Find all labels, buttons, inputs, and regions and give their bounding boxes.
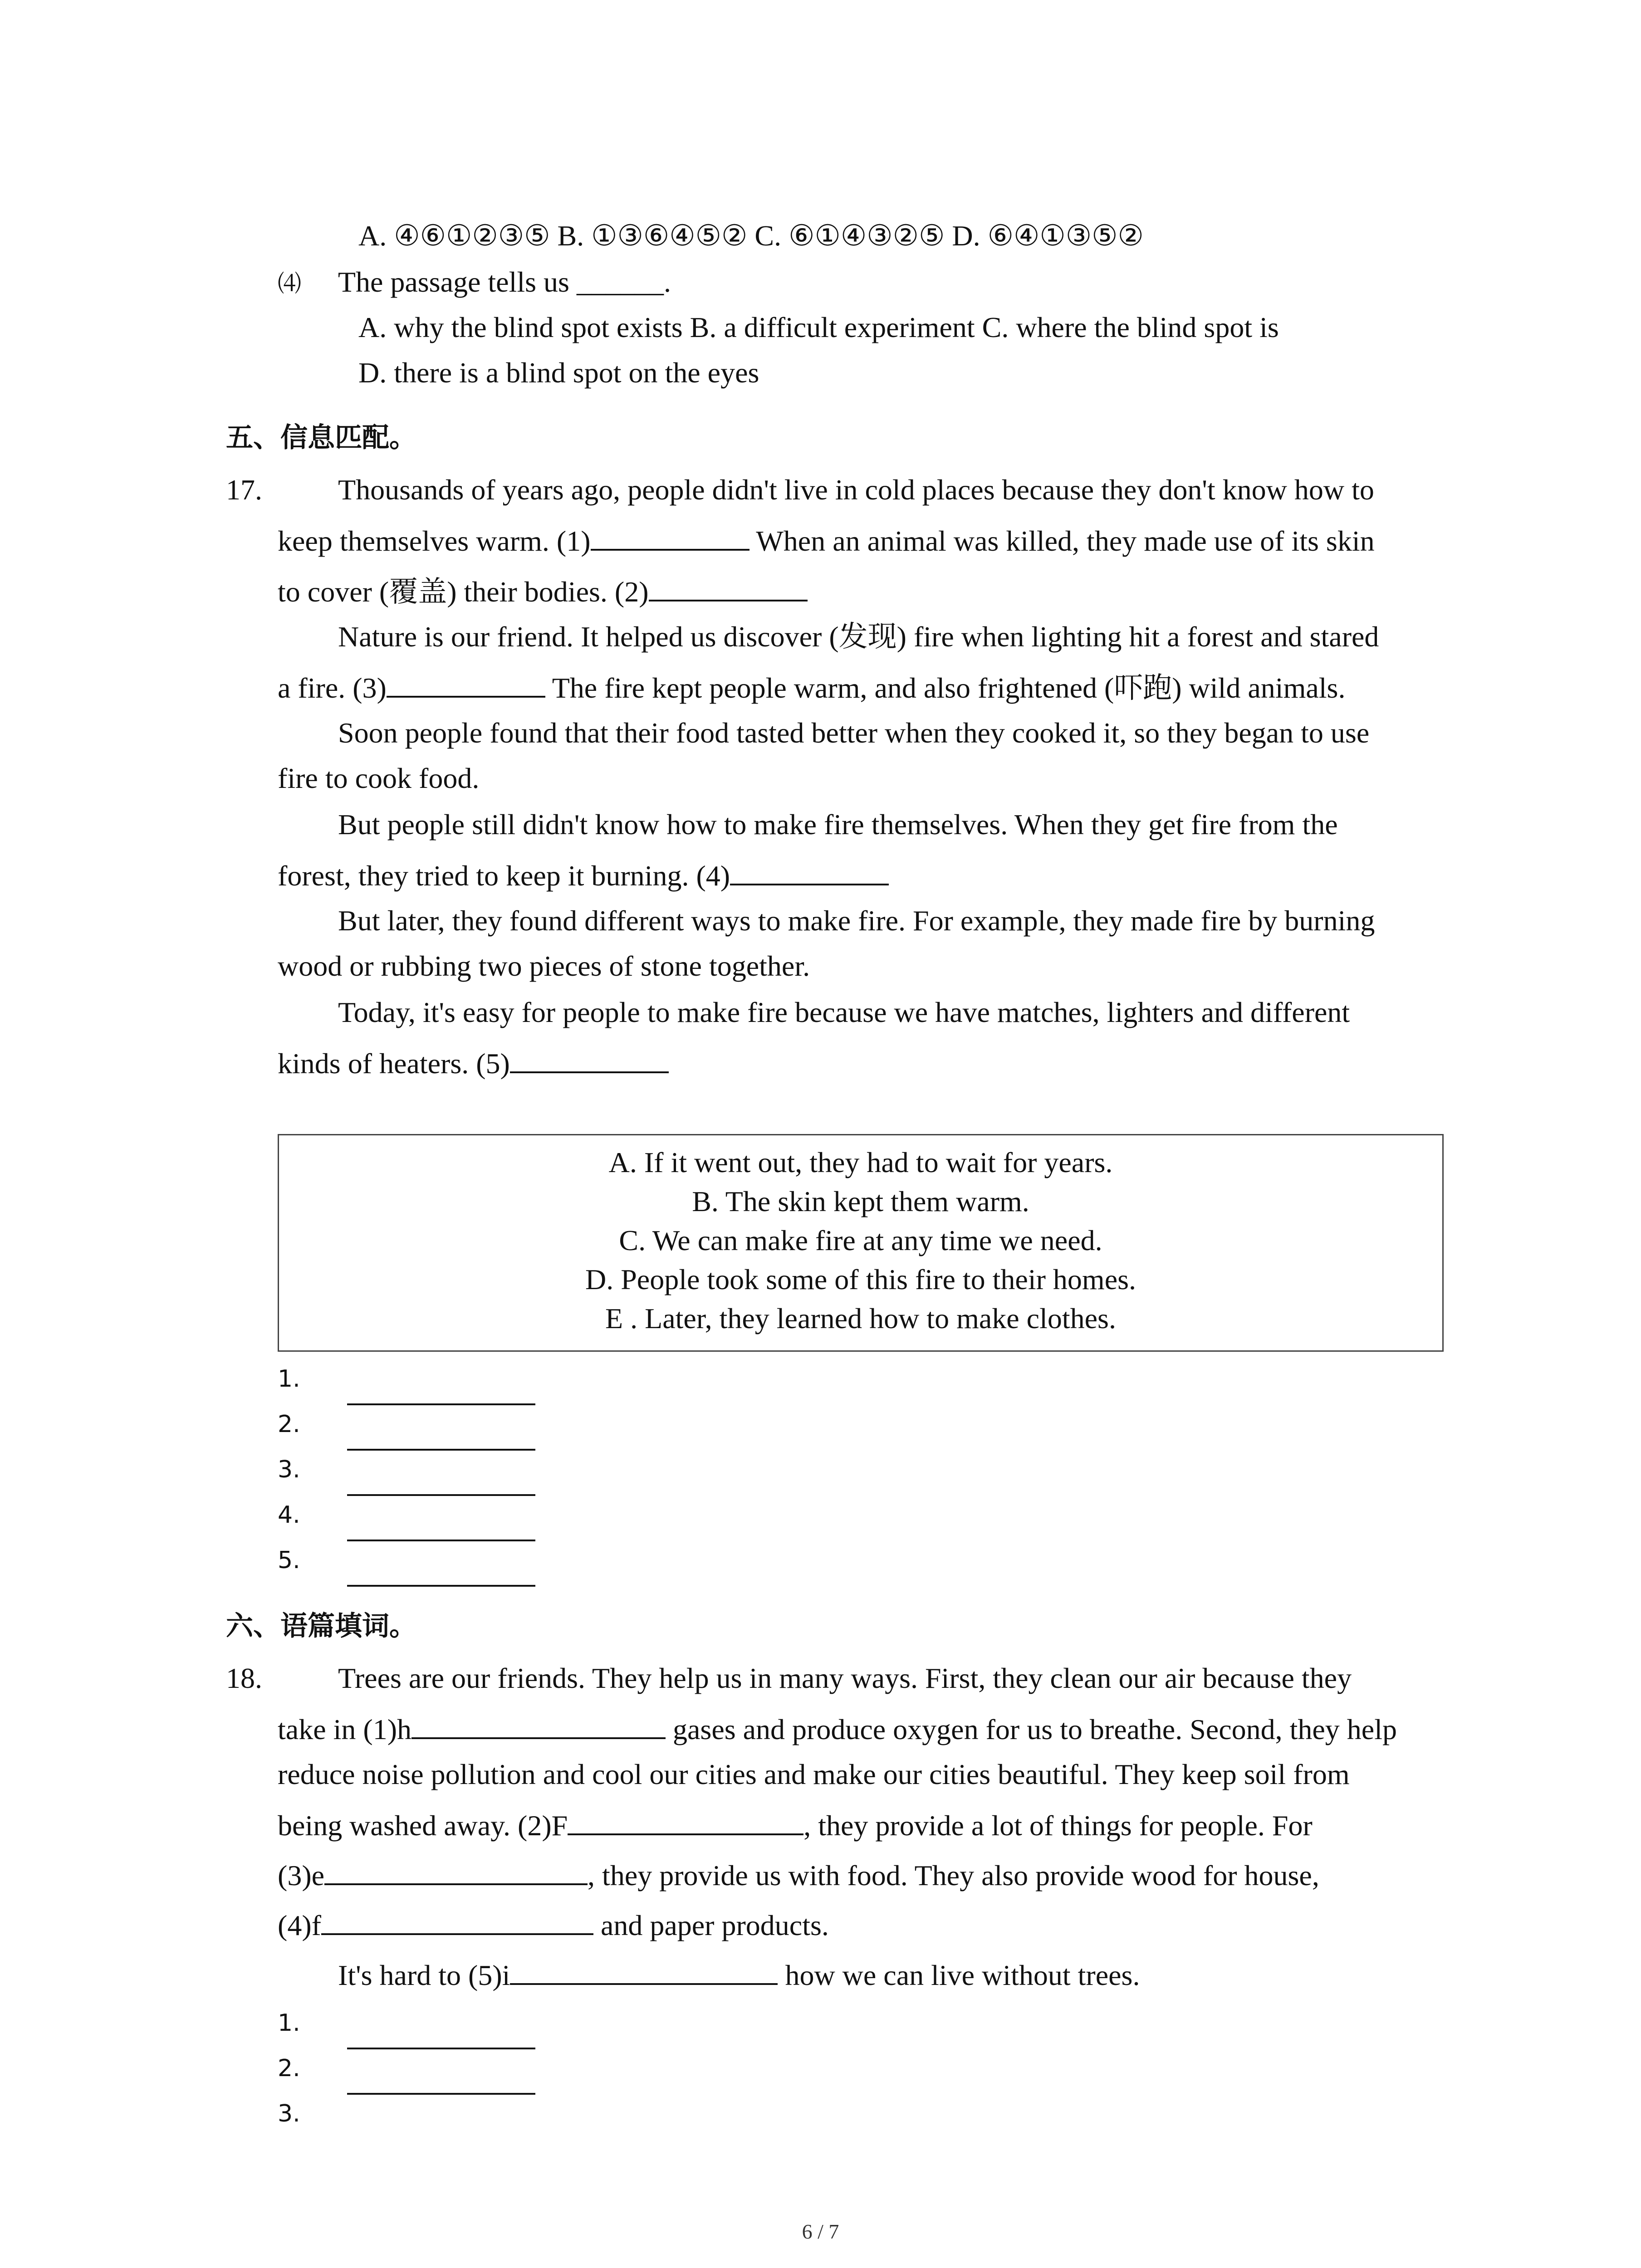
q17-p6-line1: Today, it's easy for people to make fire because we have matches, lighters and different (338, 996, 1350, 1028)
q18-line3: reduce noise pollution and cool our cities and make our cities beautiful. They keep soil from (278, 1758, 1350, 1790)
q17-answer-label-2: 2. (278, 1411, 300, 1438)
q17-answer-label-3: 3. (278, 1456, 300, 1483)
q17-p5-line2: wood or rubbing two pieces of stone together. (278, 950, 810, 982)
q17-answer-line-3[interactable] (347, 1492, 535, 1496)
q18-answer-label-2: 2. (278, 2055, 300, 2082)
page-number: 6 / 7 (802, 2220, 839, 2243)
q17-answer-label-4: 4. (278, 1501, 300, 1529)
q17-p1-line1: Thousands of years ago, people didn't live in cold places because they don't know how to (338, 474, 1374, 506)
q18-line4: being washed away. (2)F , they provide a lot of things for people. For (278, 1806, 1313, 1844)
q17-p5-line1: But later, they found different ways to make fire. For example, they made fire by burning (338, 904, 1375, 937)
q18-answer-label-3: 3. (278, 2100, 300, 2127)
section5-heading: 五、信息匹配。 (226, 422, 416, 454)
q18-answer-line-2[interactable] (347, 2091, 535, 2095)
q17-answer-label-1: 1. (278, 1365, 300, 1393)
q18-line1: Trees are our friends. They help us in many ways. First, they clean our air because they (338, 1662, 1352, 1694)
q18-blank-2[interactable] (568, 1806, 803, 1835)
q17-p1-line3: to cover (覆盖) their bodies. (2) (278, 572, 808, 610)
q18-answer-line-1[interactable] (347, 2046, 535, 2049)
q17-options-box (278, 1134, 1444, 1352)
q18-blank-5[interactable] (510, 1956, 778, 1985)
q18-line2: take in (1)h gases and produce oxygen for us to breathe. Second, they help (278, 1710, 1397, 1748)
q17-answer-line-5[interactable] (347, 1583, 535, 1587)
q16-part4-stem: The passage tells us ______. (338, 266, 671, 298)
q18-blank-3[interactable] (324, 1856, 588, 1885)
q16-part4-number: ⑷ (278, 270, 302, 298)
q17-blank-2[interactable] (649, 572, 808, 601)
q17-answer-label-5: 5. (278, 1547, 300, 1574)
q17-p6-line2: kinds of heaters. (5) (278, 1044, 669, 1082)
q17-p3-line2: fire to cook food. (278, 762, 480, 794)
q17-blank-3[interactable] (387, 669, 545, 698)
q16-part4-options-line2: D. there is a blind spot on the eyes (358, 357, 759, 389)
q17-p1-line2: keep themselves warm. (1) When an animal was killed, they made use of its skin (278, 522, 1375, 559)
q17-option-a: A. If it went out, they had to wait for years. (608, 1146, 1113, 1178)
q17-option-b: B. The skin kept them warm. (692, 1185, 1029, 1217)
q17-option-d: D. People took some of this fire to their homes. (585, 1263, 1136, 1295)
q18-number: 18. (226, 1662, 262, 1694)
q17-answer-line-2[interactable] (347, 1447, 535, 1451)
q17-answer-line-1[interactable] (347, 1402, 535, 1405)
q17-number: 17. (226, 474, 262, 506)
q18-line6: (4)f and paper products. (278, 1906, 829, 1944)
q17-blank-5[interactable] (510, 1044, 669, 1073)
q17-p2-line1: Nature is our friend. It helped us discover (发现) fire when lighting hit a forest and stared (338, 621, 1379, 653)
q17-p3-line1: Soon people found that their food tasted better when they cooked it, so they began to use (338, 717, 1370, 749)
q18-blank-1[interactable] (411, 1710, 666, 1739)
q18-answer-label-1: 1. (278, 2009, 300, 2037)
q17-blank-1[interactable] (591, 522, 749, 551)
q17-p4-line2: forest, they tried to keep it burning. (4) (278, 856, 889, 894)
q16-part3-options: A. ④⑥①②③⑤ B. ①③⑥④⑤② C. ⑥①④③②⑤ D. ⑥④①③⑤② (358, 220, 1144, 252)
q16-part4 (278, 264, 671, 302)
q17-p4-line1: But people still didn't know how to make fire themselves. When they get fire from the (338, 808, 1338, 841)
q17-blank-4[interactable] (730, 856, 889, 885)
q17-p2-line2: a fire. (3) The fire kept people warm, and also frightened (吓跑) wild animals. (278, 669, 1345, 706)
q18-blank-4[interactable] (321, 1906, 593, 1935)
q16-part4-options-line1: A. why the blind spot exists B. a difficult experiment C. where the blind spot is (358, 311, 1279, 343)
q17-option-c: C. We can make fire at any time we need. (619, 1224, 1102, 1256)
q17-option-e: E . Later, they learned how to make clothes. (605, 1302, 1116, 1334)
q17-answer-line-4[interactable] (347, 1538, 535, 1541)
q18-line7: It's hard to (5)i how we can live without trees. (338, 1956, 1140, 1994)
section6-heading: 六、语篇填词。 (226, 1610, 416, 1642)
q18-line5: (3)e , they provide us with food. They also provide wood for house, (278, 1856, 1319, 1894)
